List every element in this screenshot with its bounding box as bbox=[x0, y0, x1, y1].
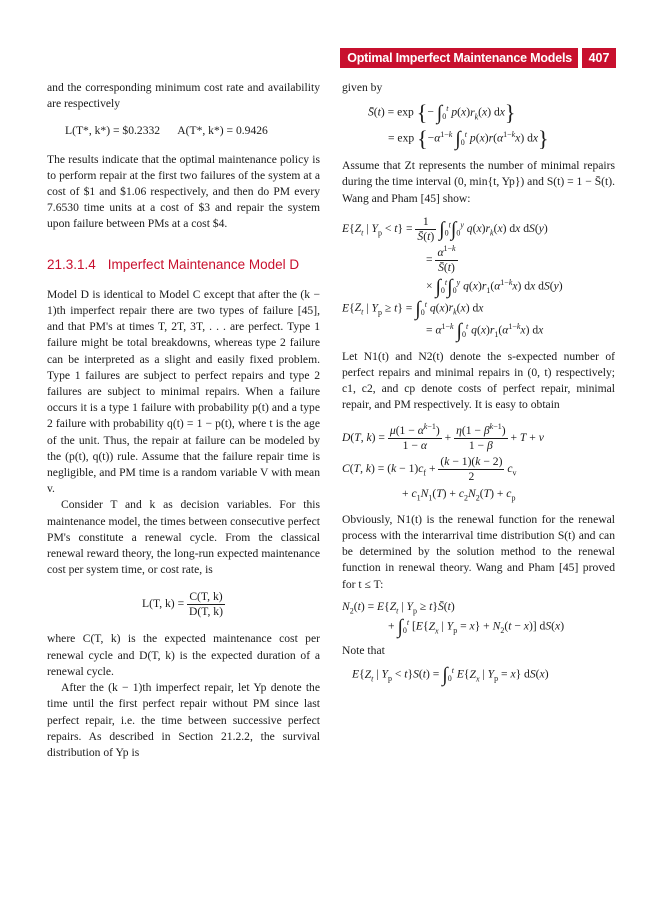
cost-equation-line-1: C(T, $k) = (k - 1)c_f$ + $\frac{(k - 1)(k - 2)}{2}$ $c_v$ bbox=[342, 454, 517, 483]
decision-variables-paragraph: Consider T and k as decision variables. For this maintenance model, the times between consecutive perfect PM's constitute a renewal cycle. From the classical renewal reward theory, the long-run expected maintenance cost per system time, or cost rate, is bbox=[47, 498, 320, 577]
cost-rate-equation bbox=[47, 590, 320, 619]
result-availability: A(T*, k*) = 0.9426 bbox=[177, 124, 268, 138]
let-paragraph: Let N1(t) and N2(t) denote the s-expected number of perfect repairs and minimal repairs in (0, t) respectively; c1, c2, and cp denote costs of perfect repair, minimal repair, and PM respectively. It is easy to obtain bbox=[342, 349, 615, 412]
given-by-text: given by bbox=[342, 81, 383, 94]
result-cost-rate: L(T*, k*) = $0.2332 bbox=[65, 124, 161, 138]
note-equation: $E\{Z_t$ | $Y_p < t\}S(t) = \int_0^t$ $E\{Z_x$ | $Y_p = x$} dS(x) bbox=[352, 664, 549, 687]
section-title: Imperfect Maintenance Model D bbox=[107, 256, 300, 272]
cost-rate-denominator: D(T, k) bbox=[189, 605, 223, 619]
cost-rate-fraction bbox=[187, 590, 225, 619]
section-number: 21.3.1.4 bbox=[47, 256, 96, 272]
expected-z-equation-1: $E\{Z_t$ | $Y_p < t$} = $\frac{1}{S̄(t)}$ $\int_0^t\int_0^y$ $q(x)r_k(x)$ dx dS(y) bbox=[342, 214, 548, 243]
renewal-equation-line-1: $N_2(t) = E\{Z_t$ | $Y_p$ ≥ t}S̄(t) bbox=[342, 599, 455, 616]
left-column bbox=[47, 80, 320, 761]
cost-equation-line-2: + $c_1N_1(T) + c_2N_2(T) + c_p$ bbox=[402, 486, 516, 502]
section-heading bbox=[47, 257, 320, 273]
running-header bbox=[340, 48, 616, 68]
cost-rate-numerator: C(T, k) bbox=[187, 590, 225, 605]
where-paragraph: where C(T, k) is the expected maintenance cost per renewal cycle and D(T, k) is the expected duration of a renewal cycle. bbox=[47, 632, 320, 678]
running-title: Optimal Imperfect Maintenance Models bbox=[340, 48, 578, 68]
result-equation bbox=[65, 123, 320, 139]
obviously-paragraph: Obviously, N1(t) is the renewal function for the renewal process with the interarrival time distribution S(t) and can be determined by the solution method to the renewal function in renewal theory. Wang and Pham [45] proved for t ≤ T: bbox=[342, 512, 615, 591]
expected-z-equation-3: × $\int_0^t\int_0^y$ $q(x)r_1(\alpha^{1-k}x)$ dx dS(y) bbox=[426, 275, 563, 298]
expected-z-equation-4: $E\{Z_t$ | $Y_p \ge t\} = \int_0^t$ $q(x)r_k(x)$ dx bbox=[342, 297, 484, 320]
duration-equation: D(T, k) = $\frac{\mu(1 - \alpha^{k-1})}{1 - \alpha}$ + $\frac{\eta(1 - \beta^{k-1})}{1 - \beta}$ + T + v bbox=[342, 421, 544, 452]
survival-paragraph: After the (k − 1)th imperfect repair, let Yp denote the time until the first perfect repair without PM since last perfect repair, i.e. the time between successive perfect repairs. As described in Section 21.2.2, the survival distribution of Yp is bbox=[47, 681, 320, 759]
expected-z-equation-2: = $\frac{\alpha^{1-k}}{S̄(t)}$ bbox=[426, 243, 456, 274]
note-that-text: Note that bbox=[342, 644, 385, 658]
intro-paragraph: and the corresponding minimum cost rate and availability are respectively bbox=[47, 81, 320, 111]
results-paragraph: The results indicate that the optimal maintenance policy is to perform repair at the first two failures of the system at a cost of $1 and $1.06 respectively, and then do PM every 7.6530 time units at a cost of $3 and repair the system upon failure between PMs at a cost $4. bbox=[47, 152, 320, 231]
right-column bbox=[342, 80, 615, 685]
survival-equation-line-2: = $\exp \{-\alpha^{1-k}$ $\int_0^t$ $p(x)r(\alpha^{1-k}x)$ dx} bbox=[388, 126, 549, 152]
cost-rate-lhs: L(T, k) = bbox=[142, 597, 185, 611]
model-d-paragraph: Model D is identical to Model C except that after the (k − 1)th imperfect repair there are two types of failure [45], and that PM's at times T, 2T, 3T, . . . are perfect. Type 1 failure might be total breakdowns, whereas type 2 failure can be interpreted as a slight and easily fixed problem. Type 1 failures are subject to perfect repairs and type 2 failures are subject to minimal repairs. When a failure occurs it is a type 1 failure with probability p(t) and a type 2 failure with probability q(t) = 1 − p(t), where t is the age of the unit. Thus, the repair at failure can be modeled by the (p(t), q(t)) rule. Assume that the failure repair time is negligible, and PM time is a random variable V with mean v. bbox=[47, 287, 320, 496]
page-number: 407 bbox=[582, 48, 616, 68]
assume-paragraph: Assume that Zt represents the number of minimal repairs during the time interval (0, min{t, Yp}) and S(t) = 1 − S̄(t). Wang and Pham [45] show: bbox=[342, 159, 615, 205]
survival-equation-line-1: S̄(t) = exp {− $\int_0^t$ $p(x)r_k(x)$ dx} bbox=[368, 100, 516, 126]
expected-z-equation-5: = $\alpha^{1-k}$ $\int_0^t$ $q(x)r_1(\alpha^{1-k}x)$ dx bbox=[426, 319, 544, 342]
renewal-equation-line-2: + $\int_0^t$ [$E\{Z_x$ | $Y_p = x\} + N_2(t - x)$] dS(x) bbox=[388, 616, 565, 639]
